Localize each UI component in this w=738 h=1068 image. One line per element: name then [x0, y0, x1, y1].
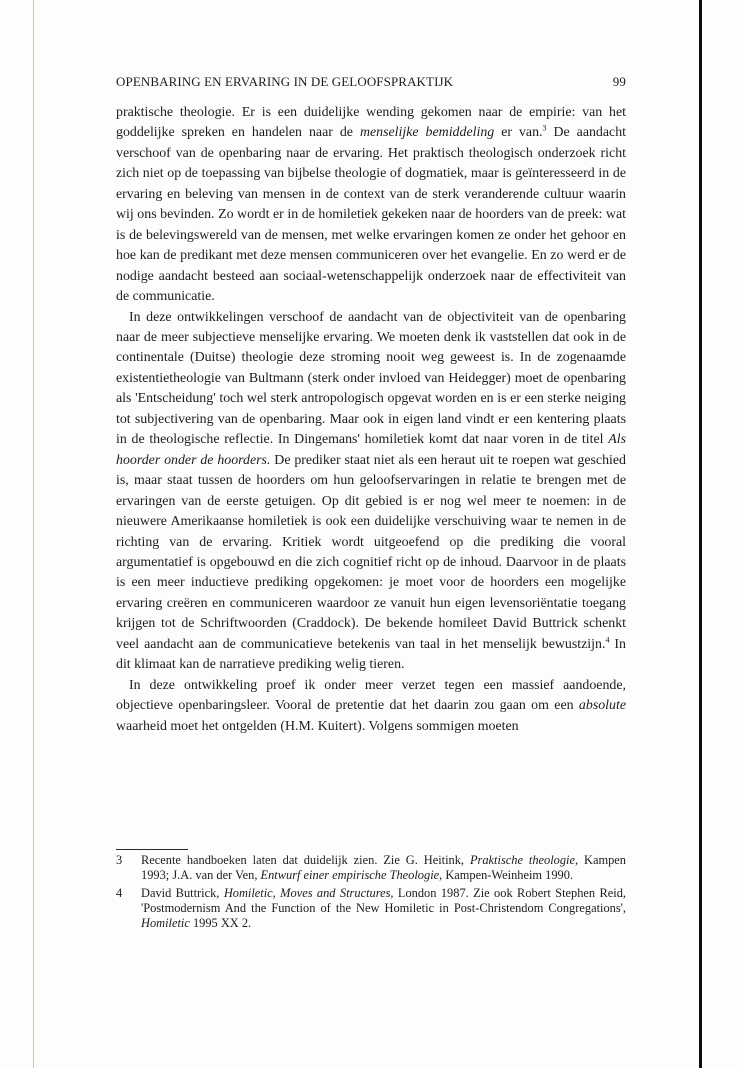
- scan-edge-left: [33, 0, 34, 1068]
- paragraph-3: In deze ontwikkeling proef ik onder meer verzet tegen een massief aandoende, objectieve openbaringsleer. Vooral de pretentie dat het daarin zou gaan om een absolute waarheid moet het ontgelden (H.M. Kuitert). Volgens sommigen moeten: [116, 677, 626, 734]
- footnote-text: David Buttrick, Homiletic, Moves and Structures, London 1987. Zie ook Robert Stephen Reid, 'Postmodernism And the Function of the New Homiletic in Post-Christendom Congregations', Homiletic 1995 XX 2.: [141, 886, 627, 930]
- page-number: 99: [612, 74, 626, 89]
- paragraph-1: praktische theologie. Er is een duidelijke wending gekomen naar de empirie: van het goddelijke spreken en handelen naar de menselijke bemiddeling er van.$^3$ De aandacht verschoof van de openbaring naar de ervaring. Het praktisch theologisch onderzoek richt zich niet op de toepassing van bijbelse theologie of dogmatiek, maar is geïnteresseerd in de ervaring en beleving van mensen in de context van de sterk veranderende cultuur waarin wij ons bevinden. Zo wordt er in de homiletiek gekeken naar de hoorders van de preek: wat is de belevingswereld van de mensen, met welke ervaringen komen ze onder het gehoor en hoe kan de predikant met deze mensen communiceren over het evangelie. En zo werd er de nodige aandacht besteed aan sociaal-wetenschappelijk onderzoek naar de effectiviteit van de communicatie.: [116, 105, 627, 305]
- footnote-3: [116, 853, 626, 882]
- footnotes: [116, 853, 626, 935]
- scan-edge-right: [699, 0, 702, 1068]
- footnote-ref-4: 4: [605, 635, 610, 645]
- emphasis: menselijke bemiddeling: [359, 125, 495, 141]
- running-title: OPENBARING EN ERVARING IN DE GELOOFSPRAKTIJK: [116, 74, 454, 89]
- footnote-ref-3: 3: [542, 123, 547, 133]
- footnote-text: Recente handboeken laten dat duidelijk zien. Zie G. Heitink, Praktische theologie, Kampen 1993; J.A. van der Ven, Entwurf einer empirische Theologie, Kampen-Weinheim 1990.: [141, 853, 626, 882]
- footnote-number: 4: [116, 886, 123, 901]
- paragraph-2: In deze ontwikkelingen verschoof de aandacht van de objectiviteit van de openbaring naar de meer subjectieve menselijke ervaring. We moeten denk ik vaststellen dat ook in de continentale (Duitse) theologie deze stroming nooit weg geweest is. In de zogenaamde existentietheologie van Bultmann (sterk onder invloed van Heidegger) moet de openbaring als 'Entscheidung' toch wel sterk antropologisch opgevat worden en is er een sterke neiging tot subjectivering van de openbaring. Maar ook in eigen land vindt er een kentering plaats in de theologische reflectie. In Dingemans' homiletiek komt dat naar voren in de titel Als hoorder onder de hoorders. De prediker staat niet als een heraut uit te roepen wat geschied is, maar staat tussen de hoorders om hun geloofservaringen in relatie te brengen met de ervaringen van de eerste getuigen. Op dit gebied is er nog wel meer te noemen: in de nieuwere Amerikaanse homiletiek is ook een duidelijke verschuiving waar te nemen in de richting van de ervaring. Kritiek wordt uitgeoefend op die prediking die vooral argumentatief is opgebouwd en die zich cognitief richt op de inhoud. Daarvoor in de plaats is een meer inductieve prediking opgekomen: je moet voor de hoorders een mogelijke ervaring creëren en communiceren waardoor ze vanuit hun eigen levensoriëntatie toegang krijgen tot de Schriftwoorden (Craddock). De bekende homileet David Buttrick schenkt veel aandacht aan de communicatieve betekenis van taal in het menselijk bewustzijn.$^4$ In dit klimaat kan de narratieve prediking welig tieren.: [116, 309, 627, 673]
- book-title: Als hoorder onder de hoorders.: [116, 432, 626, 468]
- footnote-number: 3: [116, 853, 123, 867]
- running-header: [116, 74, 626, 90]
- footnote-4: [116, 886, 626, 930]
- footnote-separator: [116, 849, 188, 850]
- emphasis: absolute: [578, 698, 626, 714]
- body-text: [116, 103, 626, 737]
